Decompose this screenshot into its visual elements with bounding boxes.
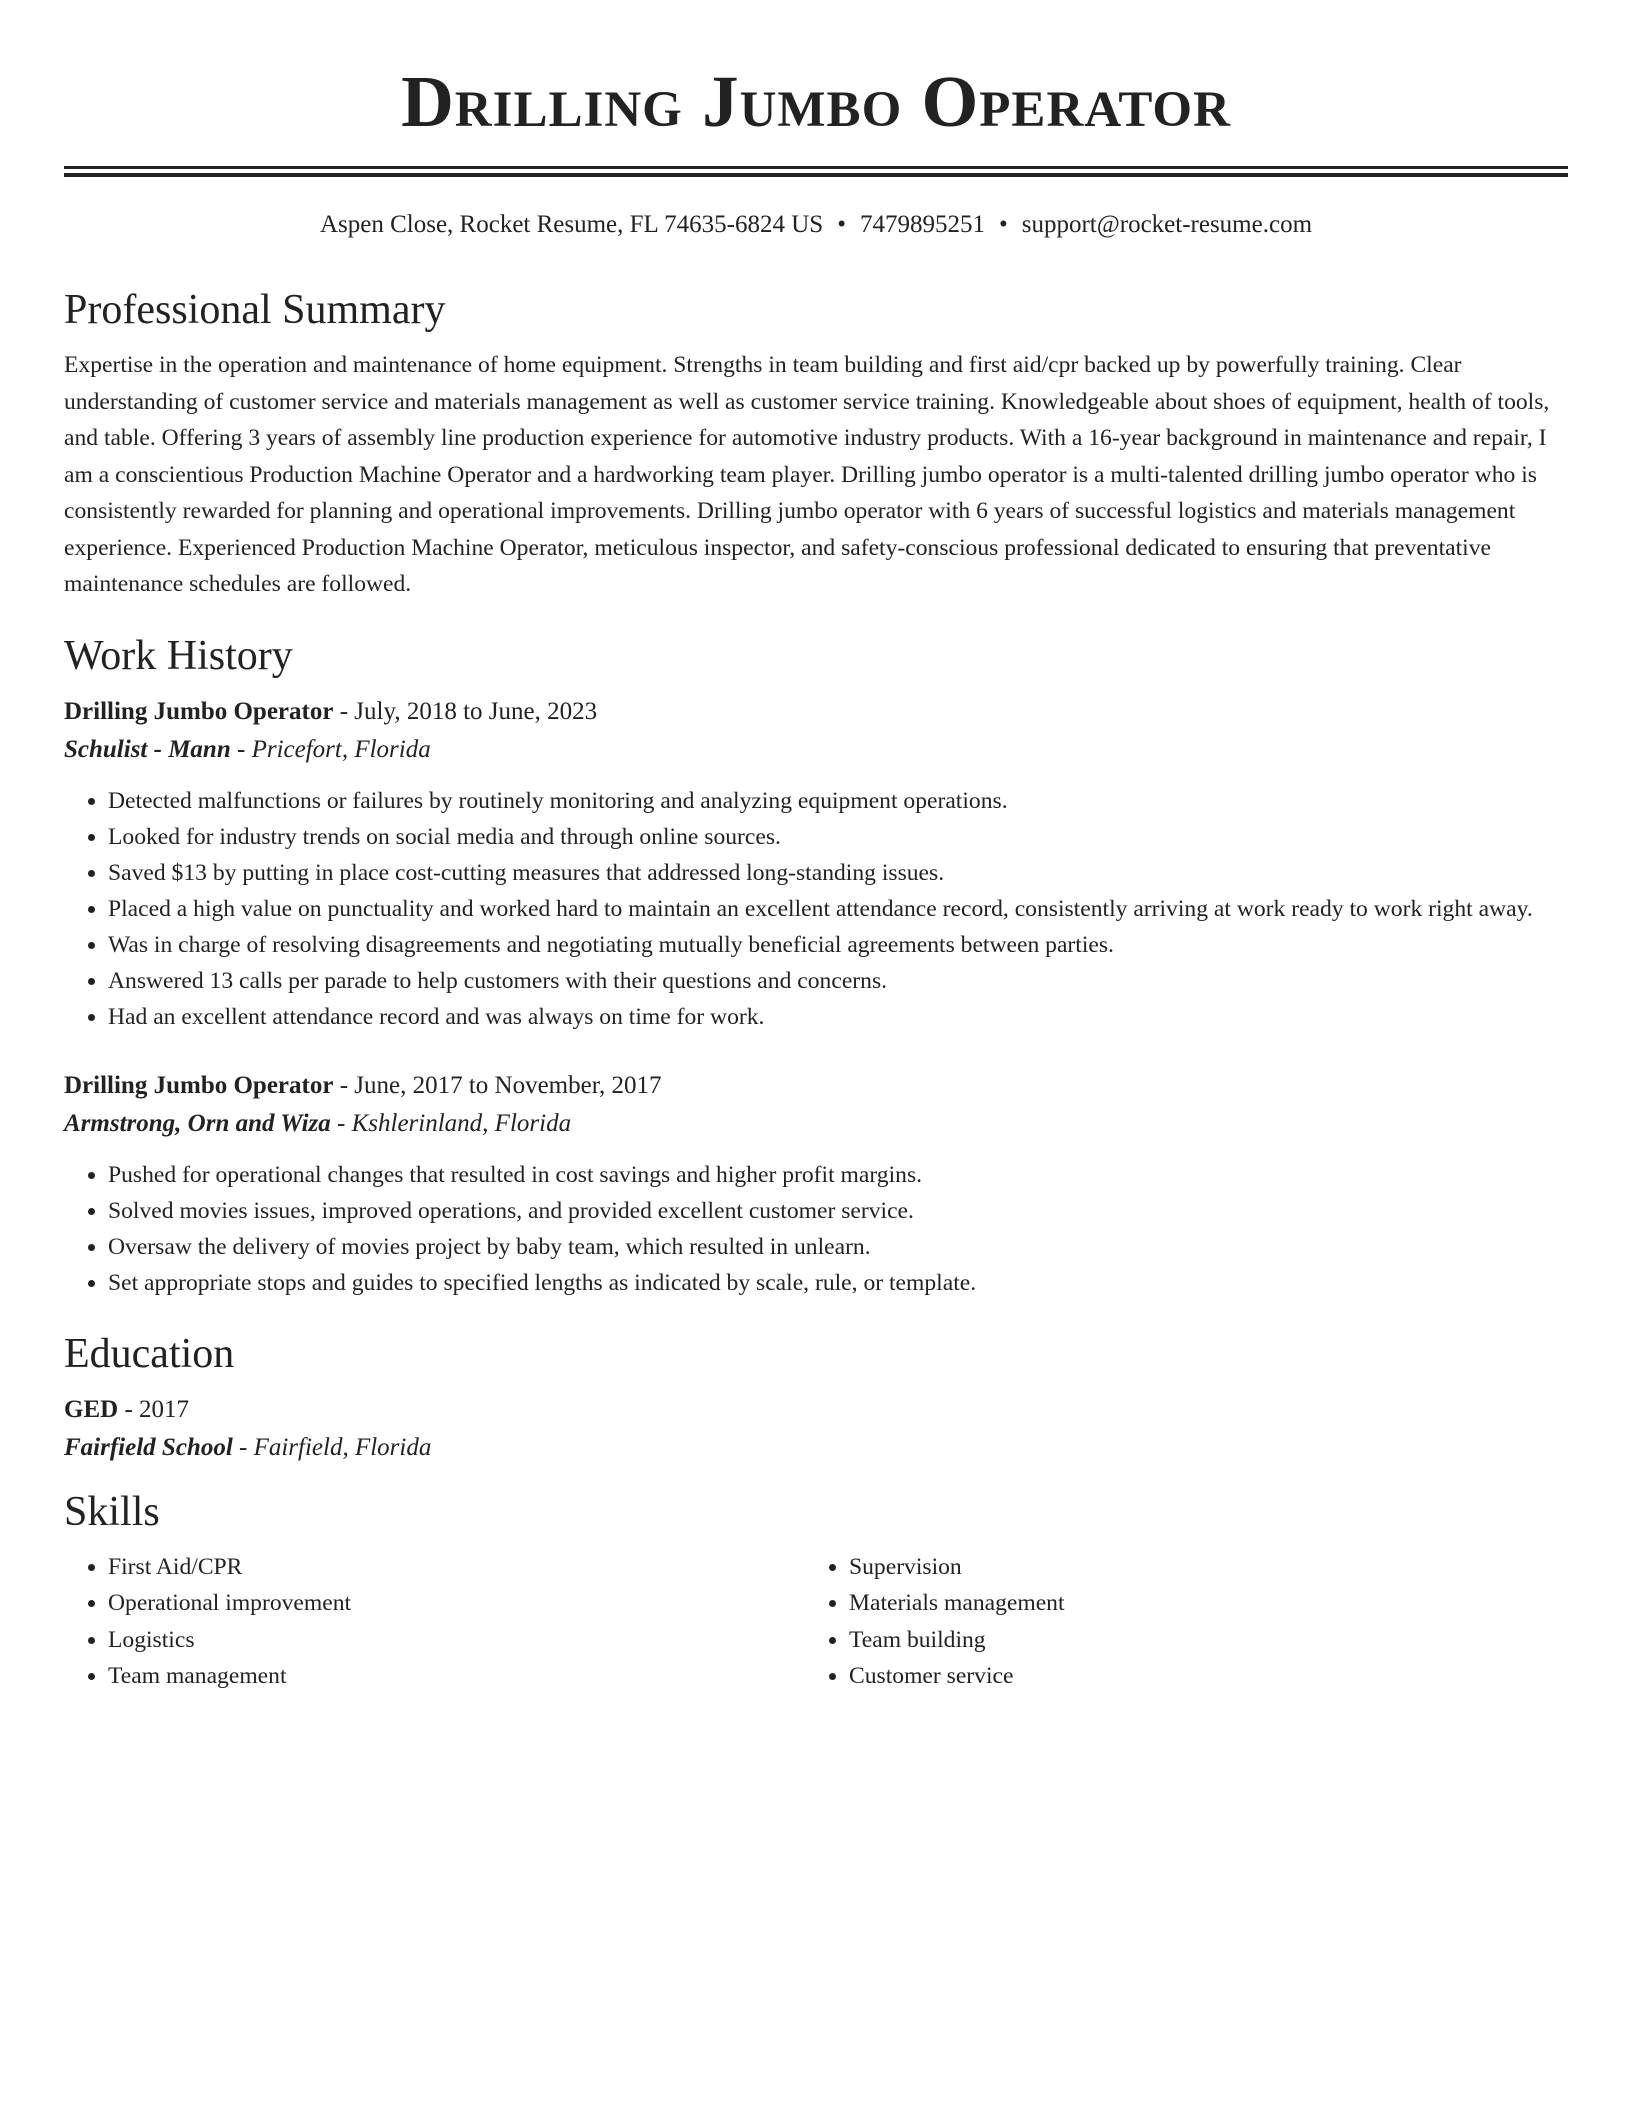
job-bullet: • Set appropriate stops and guides to specified lengths as indicated by scale, rule, or template.: [108, 1265, 1568, 1301]
skill-item: • Supervision: [849, 1549, 1546, 1586]
job-bullet: • Saved $13 by putting in place cost-cutting measures that addressed long-standing issues.: [108, 855, 1568, 891]
job-bullet: • Pushed for operational changes that resulted in cost savings and higher profit margins.: [108, 1157, 1568, 1193]
resume-name: Drilling Jumbo Operator: [401, 61, 1231, 142]
skill-item: • Materials management: [849, 1585, 1546, 1622]
skills-heading: Skills: [64, 1488, 160, 1535]
education-year: - 2017: [118, 1395, 190, 1423]
skill-item: • Customer service: [849, 1658, 1546, 1695]
job-location: - Pricefort, Florida: [230, 735, 431, 763]
job-location: - Kshlerinland, Florida: [330, 1109, 572, 1137]
skill-item: • First Aid/CPR: [108, 1549, 805, 1586]
job-bullet: • Oversaw the delivery of movies project by baby team, which resulted in unlearn.: [108, 1229, 1568, 1265]
resume-page: [64, 0, 1568, 1695]
job-company: Schulist - Mann: [64, 735, 231, 763]
education-heading: Education: [64, 1330, 235, 1377]
job-dates: - June, 2017 to November, 2017: [333, 1071, 662, 1099]
contact-email: support@rocket-resume.com: [1021, 211, 1313, 238]
job-bullet: • Placed a high value on punctuality and worked hard to maintain an excellent attendance record, consistently arriving at work ready to work right away.: [108, 891, 1568, 927]
job-title-line: [64, 693, 1568, 731]
contact-line: [64, 207, 1568, 243]
skill-item: • Team management: [108, 1658, 805, 1695]
job-company: Armstrong, Orn and Wiza: [64, 1109, 331, 1137]
skill-item: • Team building: [849, 1622, 1546, 1659]
job-title-line: [64, 1067, 1568, 1105]
education-degree: GED: [64, 1395, 119, 1423]
header-double-rule: [64, 166, 1568, 177]
job-bullets: [64, 783, 1568, 1035]
job-bullets: [64, 1157, 1568, 1301]
contact-address: Aspen Close, Rocket Resume, FL 74635-6824 US: [319, 211, 824, 238]
skills-columns: [64, 1549, 1568, 1695]
work-history-heading: Work History: [64, 632, 293, 679]
summary-heading: Professional Summary: [64, 287, 446, 333]
education-school-line: [64, 1429, 1568, 1467]
job-role: Drilling Jumbo Operator: [64, 697, 334, 725]
job-role: Drilling Jumbo Operator: [64, 1071, 334, 1099]
job-company-line: [64, 731, 1568, 769]
job-bullet: • Was in charge of resolving disagreements and negotiating mutually beneficial agreements between parties.: [108, 927, 1568, 963]
job-dates: - July, 2018 to June, 2023: [333, 697, 598, 725]
job-bullet: • Answered 13 calls per parade to help customers with their questions and concerns.: [108, 963, 1568, 999]
education-school: Fairfield School: [64, 1433, 233, 1461]
job-bullet: • Had an excellent attendance record and was always on time for work.: [108, 999, 1568, 1035]
contact-separator: •: [837, 211, 846, 238]
education-degree-line: [64, 1391, 1568, 1429]
skill-item: • Operational improvement: [108, 1585, 805, 1622]
job-bullet: • Detected malfunctions or failures by routinely monitoring and analyzing equipment operations.: [108, 783, 1568, 819]
skills-list-left: [64, 1549, 805, 1695]
job-entry: [64, 693, 1568, 1035]
contact-phone: 7479895251: [859, 211, 985, 238]
education-location: - Fairfield, Florida: [232, 1433, 432, 1461]
contact-separator: •: [998, 211, 1008, 238]
summary-text: Expertise in the operation and maintenance of home equipment. Strengths in team building and first aid/cpr backed up by powerfully training. Clear understanding of customer service and materials management as well as customer service training. Knowledgeable about shoes of equipment, health of tools, and table. Offering 3 years of assembly line production experience for automotive industry products. With a 16-year background in maintenance and repair, I am a conscientious Production Machine Operator and a hardworking team player. Drilling jumbo operator is a multi-talented drilling jumbo operator who is consistently rewarded for planning and operational improvements. Drilling jumbo operator with 6 years of successful logistics and materials management experience. Experienced Production Machine Operator, meticulous inspector, and safety-conscious professional dedicated to ensuring that preventative maintenance schedules are followed.: [64, 352, 1550, 597]
education-entry: [64, 1391, 1568, 1467]
job-bullet: • Solved movies issues, improved operations, and provided excellent customer service.: [108, 1193, 1568, 1229]
skills-list-right: [805, 1549, 1546, 1695]
job-entry: [64, 1067, 1568, 1301]
skill-item: • Logistics: [108, 1622, 805, 1659]
job-bullet: • Looked for industry trends on social media and through online sources.: [108, 819, 1568, 855]
job-company-line: [64, 1105, 1568, 1143]
